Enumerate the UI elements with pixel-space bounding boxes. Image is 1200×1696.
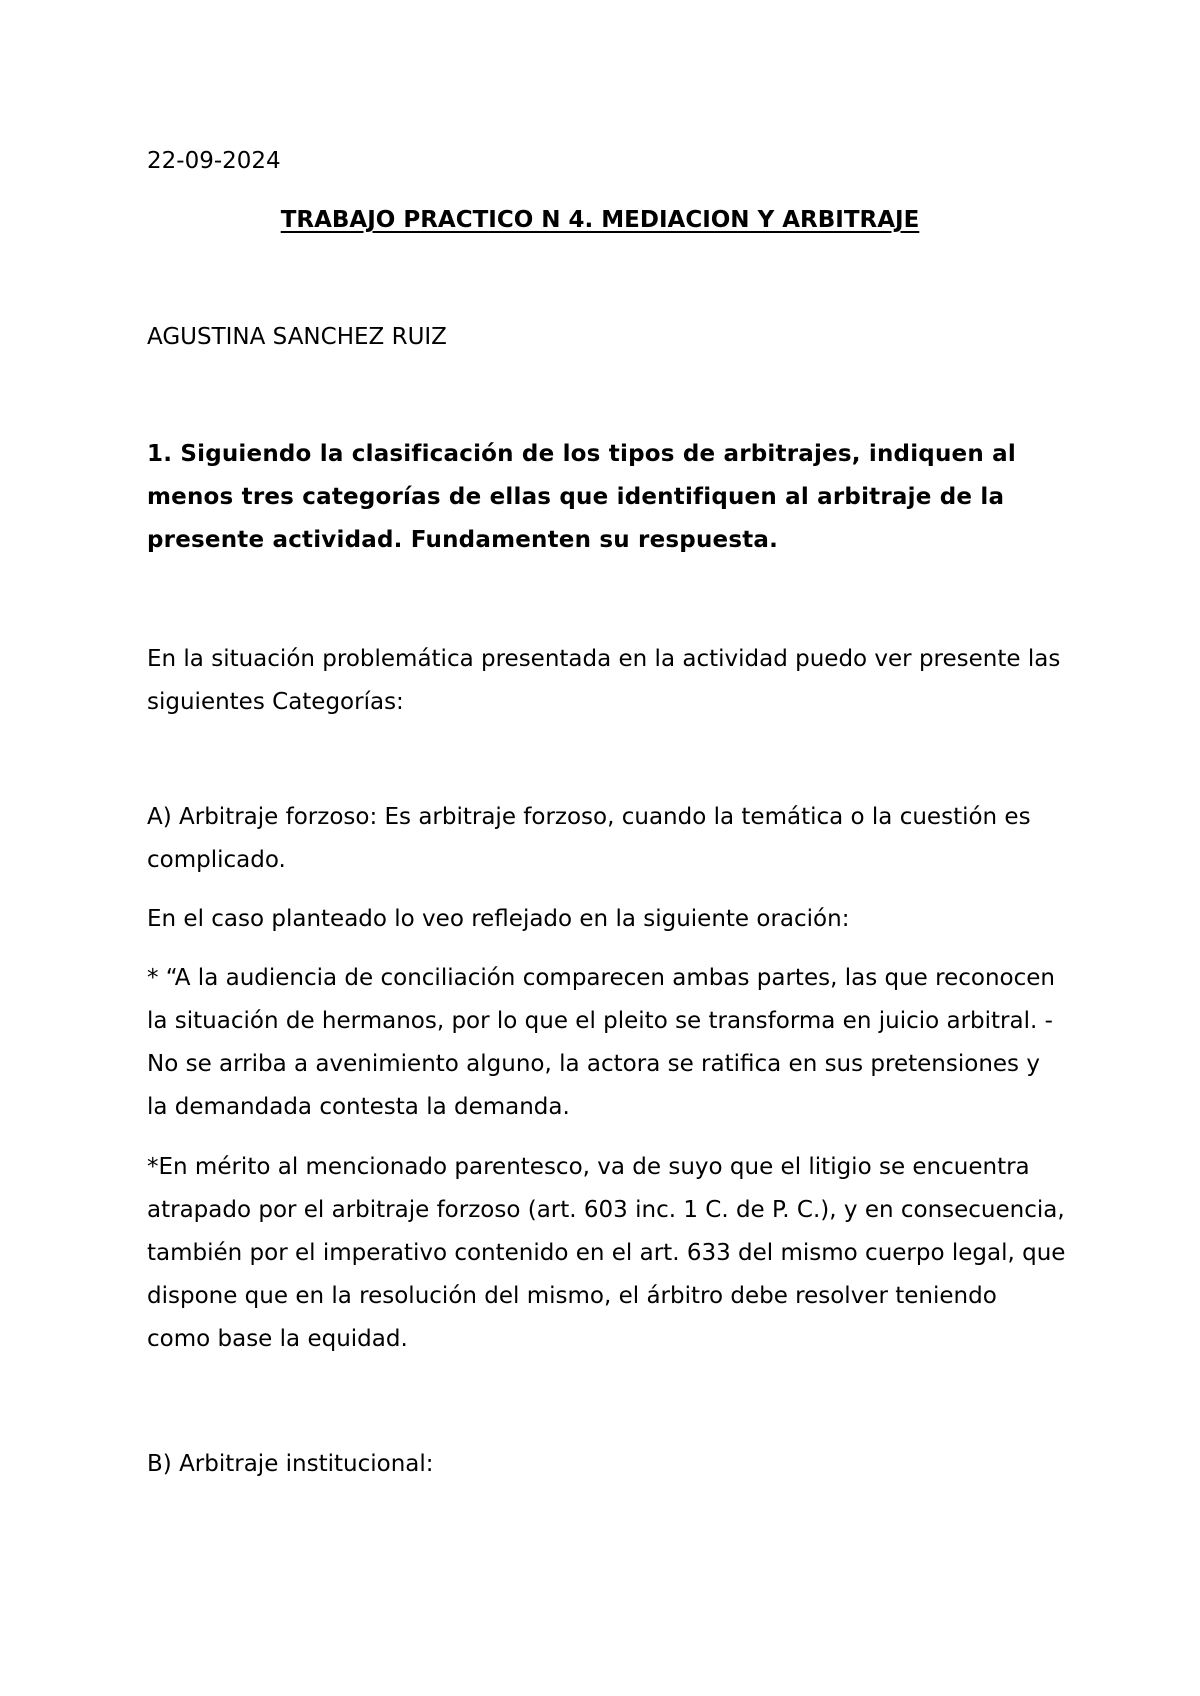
author-name: AGUSTINA SANCHEZ RUIZ [147,324,447,350]
intro-paragraph: En la situación problemática presentada en la actividad puedo ver presente las siguientes Categorías: [147,646,1061,715]
question-1: 1. Siguiendo la clasificación de los tipos de arbitrajes, indiquen al menos tres categorías de ellas que identifiquen al arbitraje de la presente actividad. Fundamenten su respuesta. [147,441,1016,553]
document-date: 22-09-2024 [147,148,281,174]
document-title: TRABAJO PRACTICO N 4. MEDIACION Y ARBITRAJE [280,207,920,233]
quote-paragraph-2: *En mérito al mencionado parentesco, va de suyo que el litigio se encuentra atrapado por el arbitraje forzoso (art. 603 inc. 1 C. de P. C.), y en consecuencia, también por el imperativo contenido en el art. 633 del mismo cuerpo legal, que dispone que en la resolución del mismo, el árbitro debe resolver teniendo como base la equidad. [147,1154,1066,1352]
quote-paragraph-1: * “A la audiencia de conciliación comparecen ambas partes, las que reconocen la situación de hermanos, por lo que el pleito se transforma en juicio arbitral. - No se arriba a avenimiento alguno, la actora se ratifica en sus pretensiones y la demandada contesta la demanda. [147,965,1055,1120]
category-a-paragraph: A) Arbitraje forzoso: Es arbitraje forzoso, cuando la temática o la cuestión es complicado. [147,804,1031,873]
case-reference-line: En el caso planteado lo veo reflejado en la siguiente oración: [147,906,850,932]
category-b-heading: B) Arbitraje institucional: [147,1451,434,1477]
